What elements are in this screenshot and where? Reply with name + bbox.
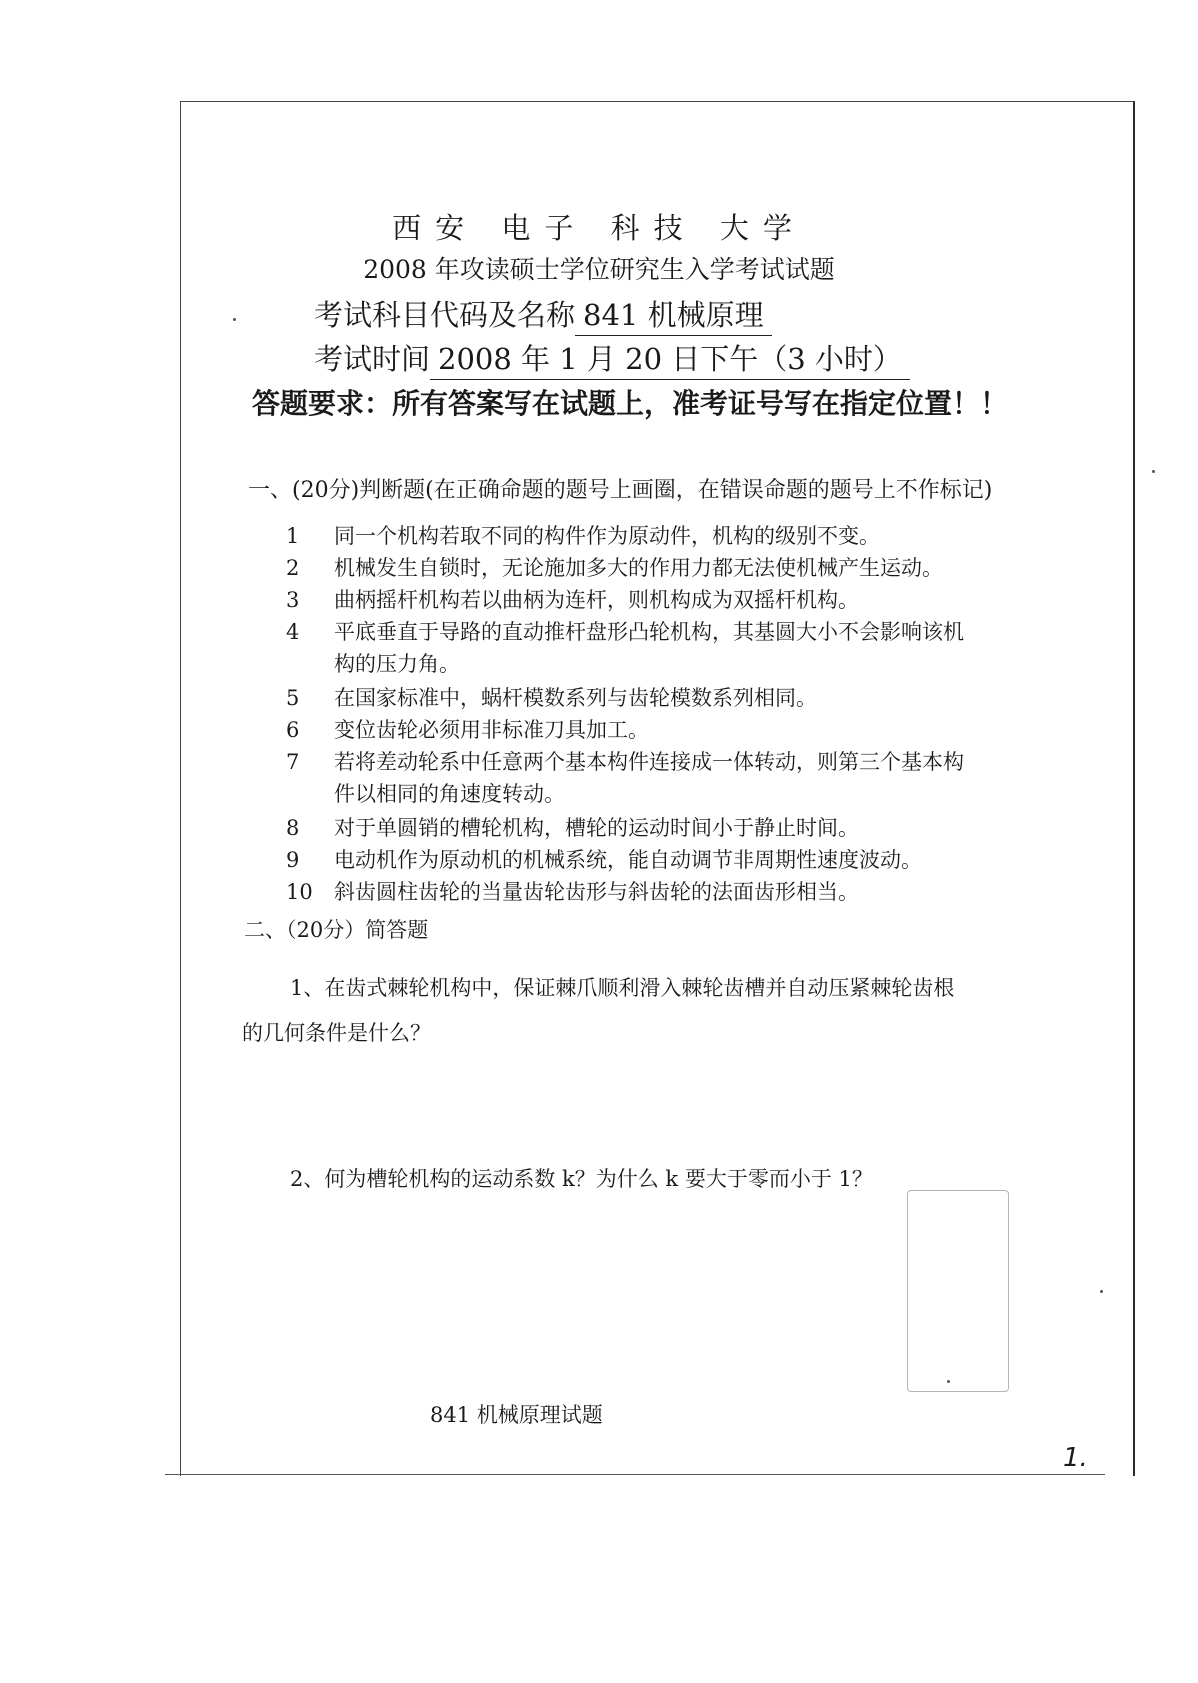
page-number: 1. [1063, 1443, 1088, 1473]
judgment-item [286, 584, 859, 614]
item-text-continuation: 件以相同的角速度转动。 [334, 782, 565, 806]
time-value: 2008 年 1 月 20 日下午（3 小时） [430, 337, 910, 380]
footer-label: 841 机械原理试题 [430, 1403, 603, 1427]
exam-time-line [314, 337, 910, 380]
judgment-item [286, 844, 922, 874]
judgment-item [286, 520, 880, 550]
item-text: 若将差动轮系中任意两个基本构件连接成一体转动，则第三个基本构 [334, 750, 964, 774]
scan-speck [1100, 1290, 1103, 1293]
scan-speck [233, 318, 236, 321]
exam-title: 2008 年攻读硕士学位研究生入学考试试题 [363, 255, 835, 284]
item-number: 5 [286, 686, 300, 710]
item-text: 平底垂直于导路的直动推杆盘形凸轮机构，其基圆大小不会影响该机 [334, 620, 964, 644]
section2-heading: 二、（20分）简答题 [244, 918, 429, 942]
item-number: 2 [286, 556, 300, 580]
item-number: 10 [286, 880, 313, 904]
item-number: 4 [286, 620, 300, 644]
question-1-line-2: 的几何条件是什么？ [242, 1021, 431, 1045]
item-text: 电动机作为原动机的机械系统，能自动调节非周期性速度波动。 [334, 848, 922, 872]
answer-requirement: 答题要求：所有答案写在试题上，准考证号写在指定位置！！ [252, 387, 1009, 420]
judgment-item [286, 616, 964, 680]
item-text: 曲柄摇杆机构若以曲柄为连杆，则机构成为双摇杆机构。 [334, 588, 859, 612]
item-text: 斜齿圆柱齿轮的当量齿轮齿形与斜齿轮的法面齿形相当。 [334, 880, 859, 904]
item-text: 同一个机构若取不同的构件作为原动件，机构的级别不变。 [334, 524, 880, 548]
item-number: 6 [286, 718, 300, 742]
university-name: 西安 电子 科技 大学 [392, 211, 806, 245]
judgment-item [286, 552, 943, 582]
page-border-bottom [165, 1474, 1105, 1475]
item-text: 机械发生自锁时，无论施加多大的作用力都无法使机械产生运动。 [334, 556, 943, 580]
section1-heading: 一、(20分)判断题(在正确命题的题号上画圈，在错误命题的题号上不作标记) [248, 478, 993, 503]
question-2: 2、何为槽轮机构的运动系数 k？为什么 k 要大于零而小于 1？ [290, 1167, 873, 1191]
judgment-item [286, 746, 964, 810]
subject-line [314, 293, 772, 336]
judgment-item [286, 876, 859, 906]
judgment-item [286, 714, 649, 744]
faint-stamp-outline [907, 1190, 1009, 1392]
scan-speck [1152, 470, 1155, 473]
time-label: 考试时间 [314, 342, 431, 376]
scan-speck [947, 1380, 950, 1383]
judgment-item [286, 682, 817, 712]
item-text: 对于单圆销的槽轮机构，槽轮的运动时间小于静止时间。 [334, 816, 859, 840]
item-number: 8 [286, 816, 300, 840]
item-text-continuation: 构的压力角。 [334, 652, 460, 676]
item-number: 1 [286, 524, 300, 548]
item-number: 7 [286, 750, 300, 774]
item-text: 在国家标准中，蜗杆模数系列与齿轮模数系列相同。 [334, 686, 817, 710]
item-text: 变位齿轮必须用非标准刀具加工。 [334, 718, 649, 742]
subject-label: 考试科目代码及名称 [314, 298, 576, 332]
item-number: 3 [286, 588, 300, 612]
item-number: 9 [286, 848, 300, 872]
subject-value: 841 机械原理 [575, 293, 772, 336]
judgment-item [286, 812, 859, 842]
question-1-line-1: 1、在齿式棘轮机构中，保证棘爪顺利滑入棘轮齿槽并自动压紧棘轮齿根 [290, 976, 955, 1000]
